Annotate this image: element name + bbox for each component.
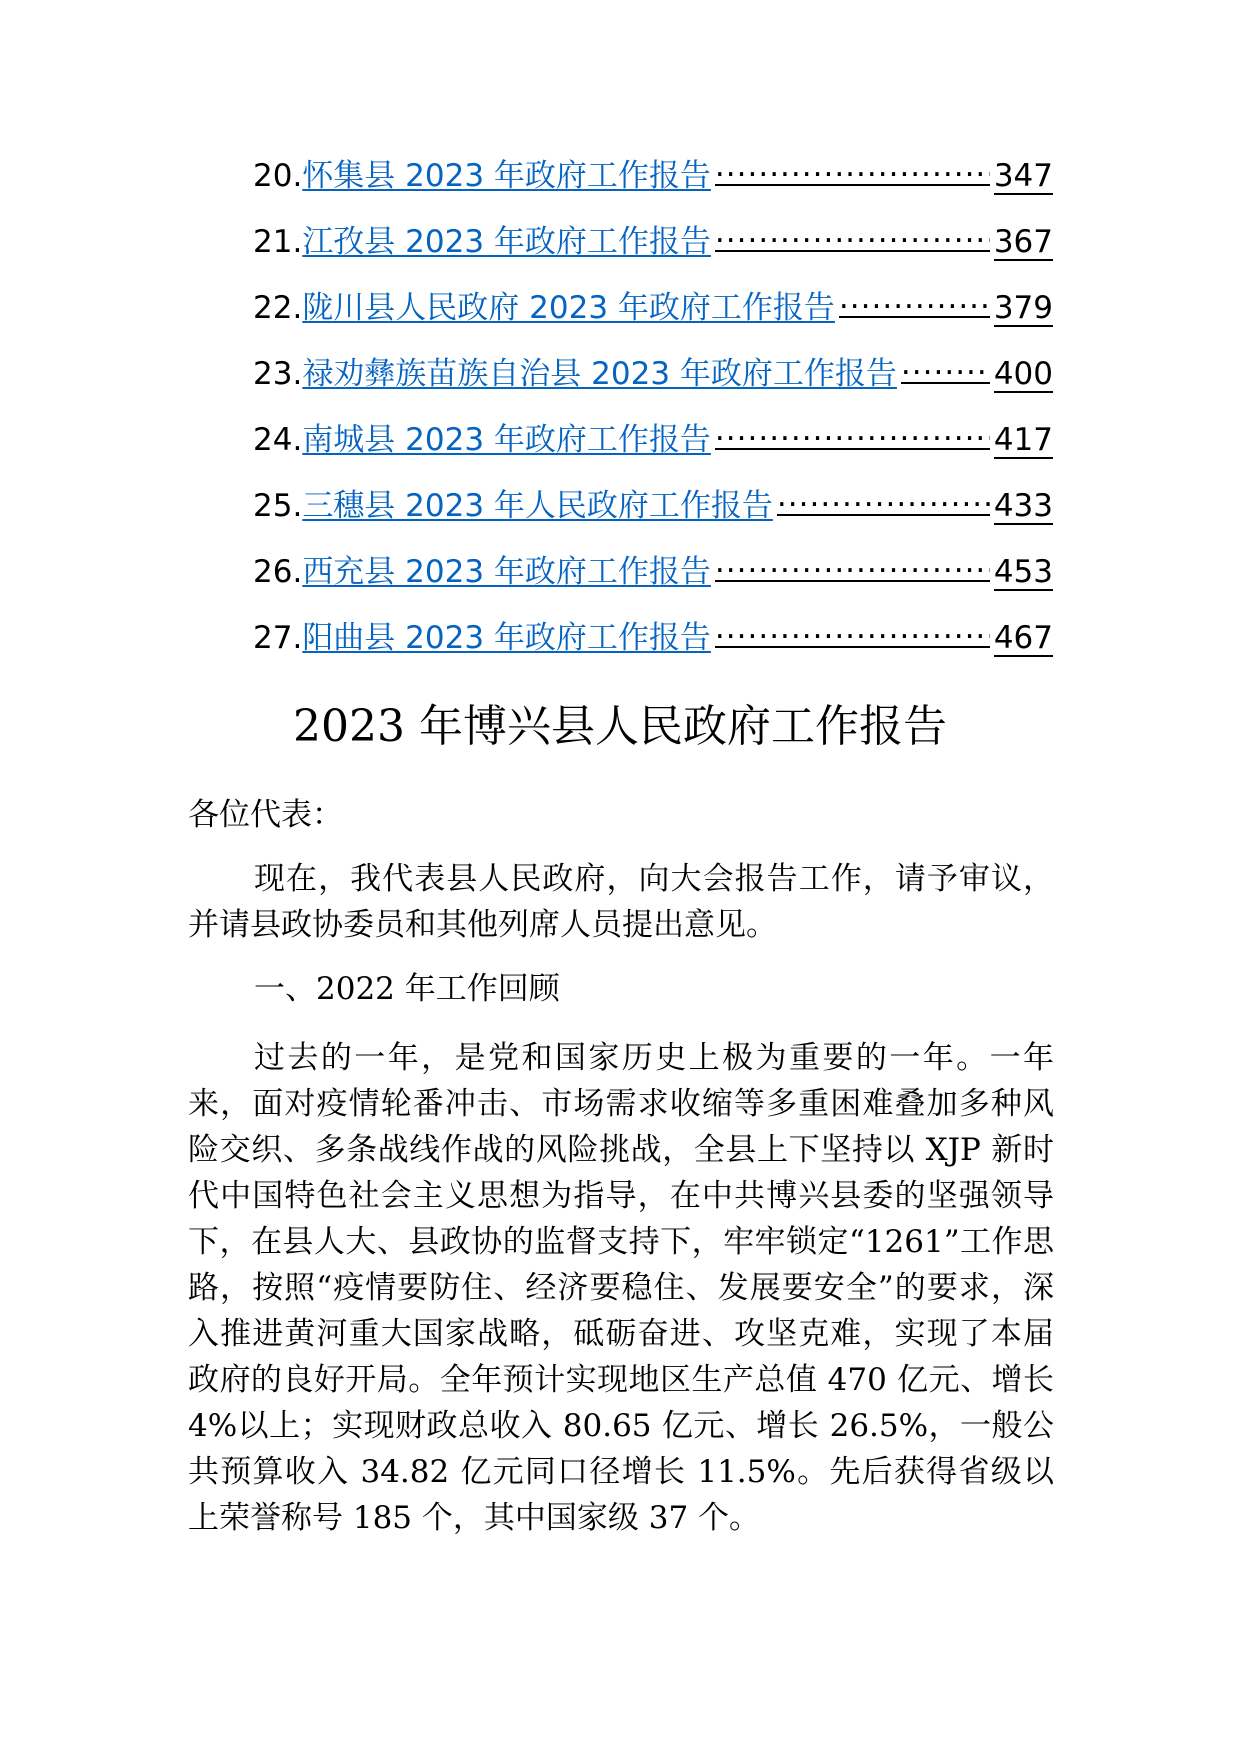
toc-entry-number: 23. <box>253 356 303 392</box>
toc-entry-link[interactable]: 怀集县 2023 年政府工作报告 <box>302 158 711 194</box>
toc-entry-link[interactable]: 南城县 2023 年政府工作报告 <box>302 422 711 458</box>
toc-entry-number: 22. <box>253 290 303 326</box>
toc-entry-number: 21. <box>253 224 303 260</box>
toc-dot-leader <box>715 150 990 186</box>
toc-entry-number: 26. <box>253 554 303 590</box>
toc-entry-number: 27. <box>253 620 303 656</box>
review-paragraph: 过去的一年，是党和国家历史上极为重要的一年。一年来，面对疫情轮番冲击、市场需求收缩等多重困难叠加多种风险交织、多条战线作战的风险挑战，全县上下坚持以 XJP 新时代中国特色社会主义思想为指导，在中共博兴县委的坚强领导下，在县人大、县政协的监督支持下，牢牢锁定“1261”工作思路，按照“疫情要防住、经济要稳住、发展要安全”的要求，深入推进黄河重大国家战略，砥砺奋进、攻坚克难，实现了本届政府的良好开局。全年预计实现地区生产总值 470 亿元、增长 4%以上；实现财政总收入 80.65 亿元、增长 26.5%，一般公共预算收入 34.82 亿元同口径增长 11.5%。先后获得省级以上荣誉称号 185 个，其中国家级 37 个。 <box>188 1040 1054 1536</box>
toc-entry-link[interactable]: 禄劝彝族苗族自治县 2023 年政府工作报告 <box>302 356 897 392</box>
toc-entry-number: 20. <box>253 158 303 194</box>
section-heading: 一、2022 年工作回顾 <box>254 971 560 1007</box>
toc-dot-leader <box>715 612 990 648</box>
toc-dot-leader <box>715 216 990 252</box>
toc-page-number: 453 <box>993 554 1053 590</box>
toc-entry-number: 24. <box>253 422 303 458</box>
toc-dot-leader <box>901 348 990 384</box>
toc-entry <box>253 612 1053 678</box>
report-title: 2023 年博兴县人民政府工作报告 <box>293 701 947 752</box>
toc-entry-link[interactable]: 江孜县 2023 年政府工作报告 <box>302 224 711 260</box>
intro-paragraph: 现在，我代表县人民政府，向大会报告工作，请予审议，并请县政协委员和其他列席人员提出意见。 <box>188 861 1054 943</box>
toc-dot-leader <box>777 480 990 516</box>
toc-entry <box>253 348 1053 414</box>
toc-page-number: 367 <box>993 224 1053 260</box>
toc-dot-leader <box>839 282 990 318</box>
salutation: 各位代表： <box>188 797 343 833</box>
toc-entry <box>253 414 1053 480</box>
table-of-contents <box>253 150 1053 678</box>
toc-page-number: 433 <box>993 488 1053 524</box>
toc-page-number: 379 <box>993 290 1053 326</box>
toc-entry-link[interactable]: 西充县 2023 年政府工作报告 <box>302 554 711 590</box>
toc-entry <box>253 480 1053 546</box>
toc-page-number: 417 <box>993 422 1053 458</box>
toc-dot-leader <box>715 414 990 450</box>
toc-page-number: 400 <box>993 356 1053 392</box>
toc-entry-link[interactable]: 陇川县人民政府 2023 年政府工作报告 <box>302 290 835 326</box>
toc-dot-leader <box>715 546 990 582</box>
toc-entry <box>253 546 1053 612</box>
toc-entry <box>253 216 1053 282</box>
toc-entry-link[interactable]: 阳曲县 2023 年政府工作报告 <box>302 620 711 656</box>
toc-page-number: 347 <box>993 158 1053 194</box>
toc-entry-link[interactable]: 三穗县 2023 年人民政府工作报告 <box>302 488 773 524</box>
toc-entry <box>253 150 1053 216</box>
toc-page-number: 467 <box>993 620 1053 656</box>
toc-entry-number: 25. <box>253 488 303 524</box>
toc-entry <box>253 282 1053 348</box>
